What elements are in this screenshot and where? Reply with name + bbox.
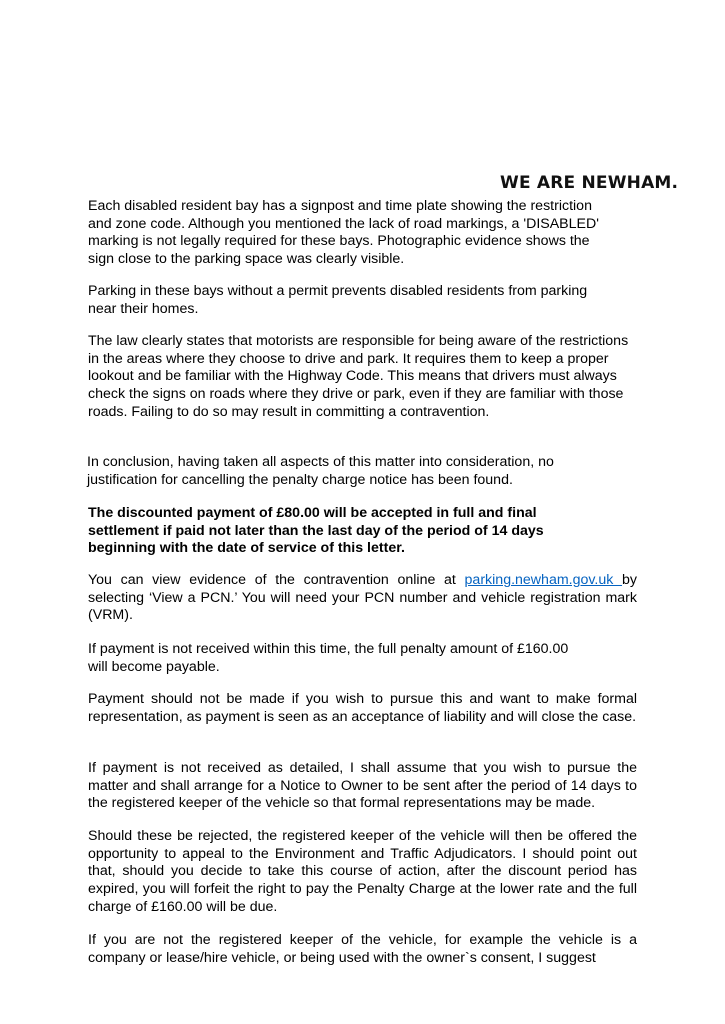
paragraph-full-penalty: If payment is not received within this time, the full penalty amount of £160.00 will become payable. [88,641,569,675]
evidence-text-after: by selecting ‘View a PCN.’ You will need your PCN number and vehicle registration mark (VRM). [88,572,637,624]
paragraph-discount-offer: The discounted payment of £80.00 will be accepted in full and final settlement if paid not later than the last day of the period of 14 days beginning with the date of service of this letter. [88,505,544,557]
paragraph-permit: Parking in these bays without a permit prevents disabled residents from parking near their homes. [88,283,588,317]
paragraph-payment-warning: Payment should not be made if you wish to pursue this and want to make formal representation, as payment is seen as an acceptance of liability and will close the case. [88,691,637,725]
paragraph-conclusion: In conclusion, having taken all aspects of this matter into consideration, no justification for cancelling the penalty charge notice has been found. [87,454,554,488]
paragraph-not-registered-keeper: If you are not the registered keeper of the vehicle, for example the vehicle is a company or lease/hire vehicle, or being used with the owner`s consent, I suggest [88,932,637,966]
paragraph-evidence [88,572,637,625]
paragraph-appeal: Should these be rejected, the registered keeper of the vehicle will then be offered the opportunity to appeal to the Environment and Traffic Adjudicators. I should point out that, should you decide to take this course of action, after the discount period has expired, you will forfeit the right to pay the Penalty Charge at the lower rate and the full charge of £160.00 will be due. [88,828,637,915]
newham-logo: WE ARE NEWHAM. [500,173,679,193]
evidence-text-before: You can view evidence of the contravention online at [88,572,465,588]
paragraph-disabled-bay: Each disabled resident bay has a signpost and time plate showing the restriction and zone code. Although you mentioned the lack of road markings, a 'DISABLED' marking is not legally required for these bays. Photographic evidence shows the sign close to the parking space was clearly visible. [88,198,599,268]
paragraph-notice-to-owner: If payment is not received as detailed, I shall assume that you wish to pursue the matter and shall arrange for a Notice to Owner to be sent after the period of 14 days to the registered keeper of the vehicle so that formal representations may be made. [88,760,637,812]
paragraph-law: The law clearly states that motorists are responsible for being aware of the restrictions in the areas where they choose to drive and park. It requires them to keep a proper lookout and be familiar with the Highway Code. This means that drivers must always check the signs on roads where they drive or park, even if they are familiar with those roads. Failing to do so may result in committing a contravention. [88,333,629,420]
parking-website-link[interactable]: parking.newham.gov.uk [464,572,623,588]
